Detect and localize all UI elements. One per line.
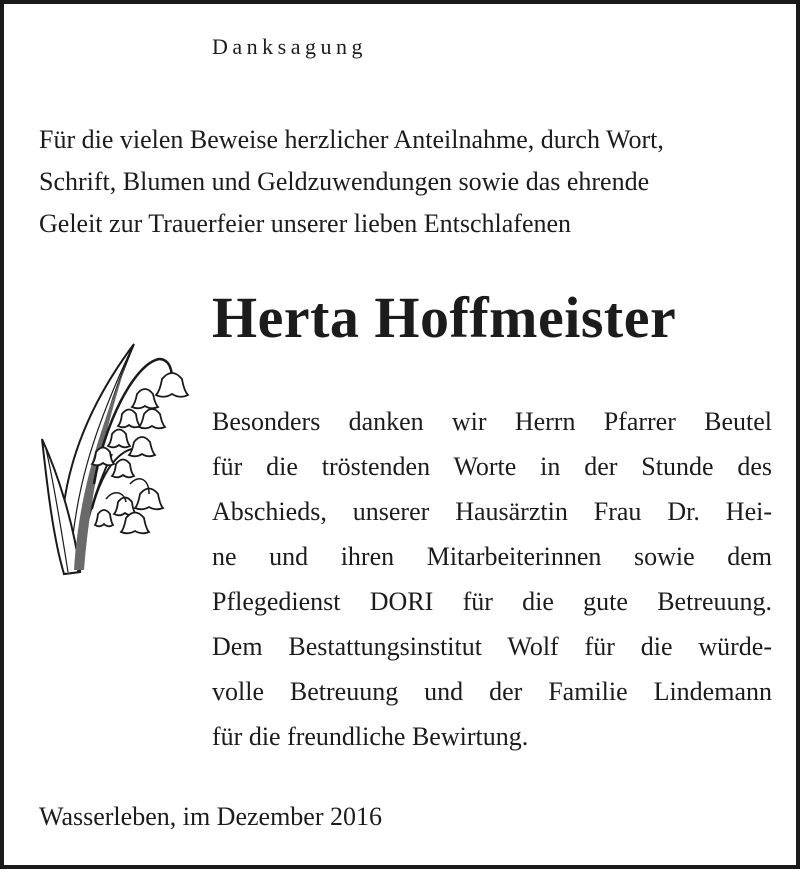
thanks-line: ne und ihren Mitarbeiterinnen sowie dem [212,542,772,571]
intro-line: Für die vielen Beweise herzlicher Anteilnahme, durch Wort, [39,125,664,154]
thanks-paragraph [212,399,772,759]
intro-paragraph [39,119,774,245]
intro-line: Schrift, Blumen und Geldzuwendungen sowie das ehrende [39,167,650,196]
thanks-line: Dem Bestattungsinstitut Wolf für die würde- [212,632,772,661]
intro-line: Geleit zur Trauerfeier unserer lieben Entschlafenen [39,209,572,238]
thanks-line: Pflegedienst DORI für die gute Betreuung. [212,587,772,616]
deceased-name: Herta Hoffmeister [212,285,677,350]
place-date: Wasserleben, im Dezember 2016 [39,802,383,831]
thanks-line: Besonders danken wir Herrn Pfarrer Beutel [212,407,772,436]
thanks-line: für die tröstenden Worte in der Stunde des [212,452,772,481]
thanks-line: volle Betreuung und der Familie Lindemann [212,677,772,706]
thanks-line: Abschieds, unserer Hausärztin Frau Dr. Hei- [212,497,772,526]
thanks-line: für die freundliche Bewirtung. [212,722,529,751]
notice-heading: Danksagung [212,34,367,59]
lily-of-the-valley-illustration [34,334,194,584]
